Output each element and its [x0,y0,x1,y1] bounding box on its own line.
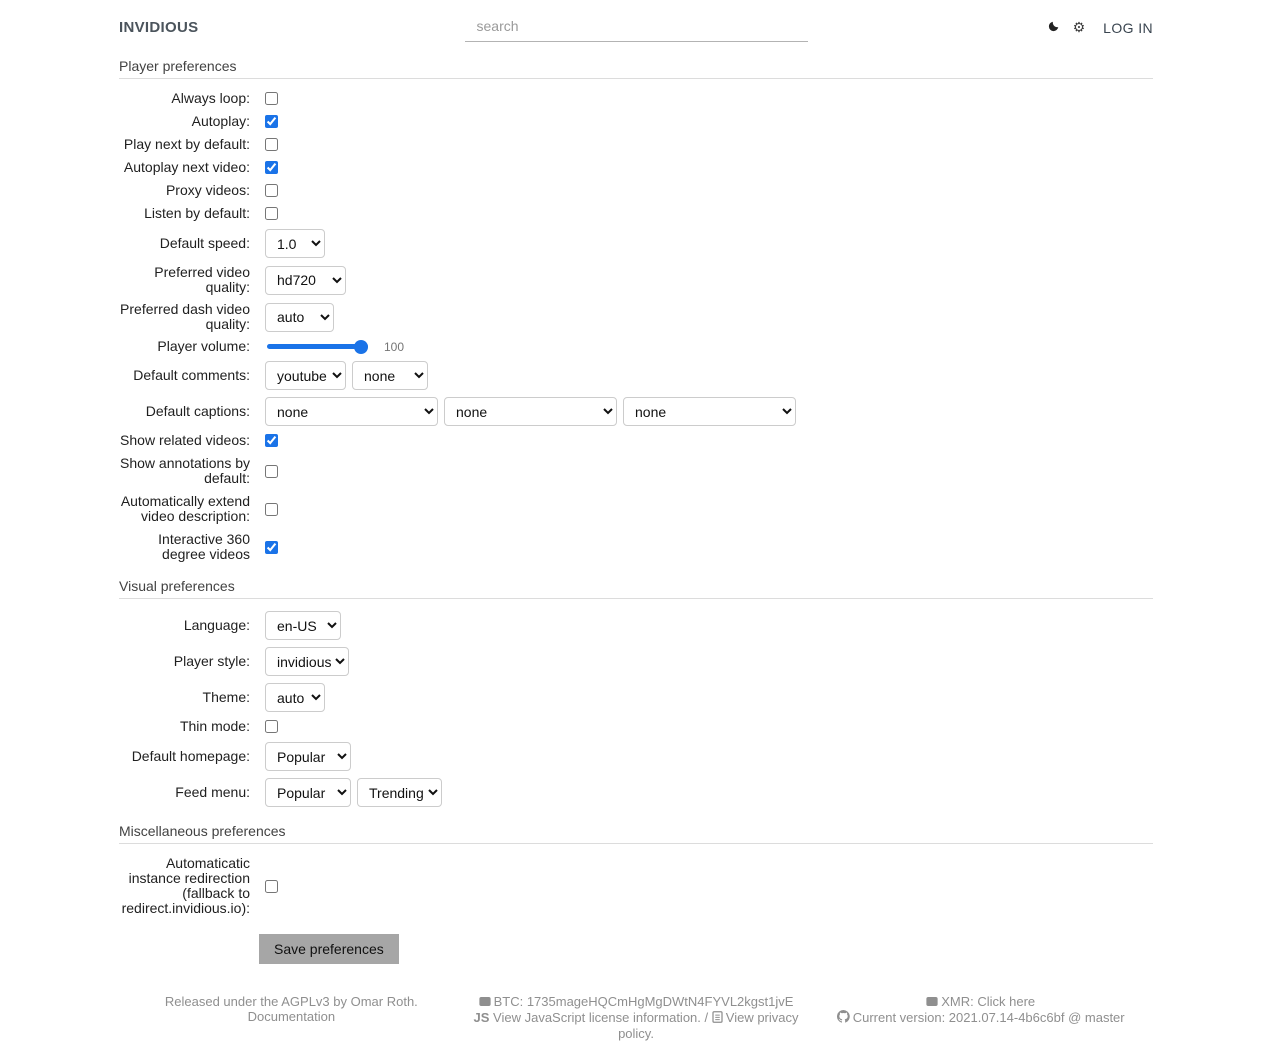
feed-menu-second-select[interactable] [357,778,442,807]
pref-label: Autoplay next video: [123,159,250,175]
pref-row-auto-redirect [119,856,1153,916]
pref-label: Player style: [173,653,250,669]
pref-row-default-captions [119,397,1153,426]
extend-description-checkbox[interactable] [265,503,278,516]
language-select[interactable] [265,611,341,640]
pref-label: Language: [183,617,250,633]
pref-label: Show annotations by default: [120,455,250,486]
pref-label: Autoplay: [191,113,250,129]
pref-row-language [119,611,1153,640]
preferences-form [119,58,1153,964]
preferences-button[interactable] [1073,21,1086,35]
pref-label: Automaticatic instance redirection (fallback to redirect.invidious.io): [121,855,250,916]
js-license-link[interactable]: View JavaScript license information. [493,1010,701,1025]
pref-label: Player volume: [157,338,250,354]
pref-label: Feed menu: [175,784,250,800]
footer-separator: / [704,1010,709,1025]
btc-address: BTC: 1735mageHQCmHgMgDWtN4FYVL2kgst1jvE [493,994,794,1009]
pref-row-listen-default [119,206,1153,221]
pref-row-vr360 [119,532,1153,562]
privacy-doc-icon [712,1011,723,1026]
pref-label: Preferred dash video quality: [120,301,250,332]
pref-label: Default captions: [145,403,250,419]
pref-row-dash-quality [119,302,1153,332]
pref-label: Default speed: [159,235,250,251]
js-icon: JS [473,1010,490,1025]
github-icon [837,1010,850,1026]
login-link[interactable]: LOG IN [1103,19,1153,36]
thin-mode-checkbox[interactable] [265,720,278,733]
section-title-player: Player preferences [119,58,1153,79]
moon-icon [1047,20,1060,36]
pref-row-default-comments [119,361,1153,390]
autoplay-next-checkbox[interactable] [265,161,278,174]
dash-quality-select[interactable] [265,303,334,332]
dark-mode-toggle[interactable] [1047,20,1060,36]
pref-row-annotations [119,456,1153,486]
player-volume-value: 100 [384,339,405,354]
pref-label: Listen by default: [144,205,250,221]
default-captions-second-select[interactable] [444,397,617,426]
pref-label: Default homepage: [131,748,250,764]
pref-label: Show related videos: [120,432,250,448]
vr360-checkbox[interactable] [265,541,278,554]
documentation-link[interactable]: Documentation [247,1009,336,1024]
section-visual-preferences [119,578,1153,807]
pref-row-thin-mode [119,719,1153,734]
xmr-link[interactable]: XMR: Click here [941,994,1036,1009]
pref-row-default-homepage [119,742,1153,771]
proxy-videos-checkbox[interactable] [265,184,278,197]
license-text: Released under the AGPLv3 by Omar Roth. [164,994,418,1009]
privacy-policy-link[interactable]: View privacy policy. [618,1010,799,1041]
default-speed-select[interactable] [265,229,325,258]
pref-row-theme [119,683,1153,712]
default-captions-first-select[interactable] [265,397,438,426]
player-volume-slider[interactable] [267,340,368,354]
annotations-checkbox[interactable] [265,465,278,478]
pref-row-default-speed [119,229,1153,258]
default-comments-first-select[interactable] [265,361,346,390]
pref-label: Thin mode: [179,718,250,734]
save-preferences-button[interactable]: Save preferences [259,934,399,964]
top-right-nav [808,20,1154,36]
autoplay-checkbox[interactable] [265,115,278,128]
pref-row-feed-menu [119,778,1153,807]
pref-row-related-videos [119,433,1153,448]
pref-label: Proxy videos: [165,182,250,198]
gear-icon: ⚙ [1072,19,1086,36]
section-title-misc: Miscellaneous preferences [119,823,1153,844]
pref-row-autoplay [119,114,1153,129]
pref-label: Always loop: [171,90,250,106]
footer-middle-column [464,994,809,1041]
top-bar [0,0,1272,54]
pref-row-extend-description [119,494,1153,524]
default-captions-third-select[interactable] [623,397,796,426]
default-homepage-select[interactable] [265,742,351,771]
feed-menu-first-select[interactable] [265,778,351,807]
pref-row-player-volume [119,339,1153,354]
pref-row-video-quality [119,265,1153,295]
pref-row-autoplay-next [119,160,1153,175]
footer-left-column [119,994,464,1041]
pref-label: Default comments: [133,367,250,383]
video-quality-select[interactable] [265,266,346,295]
search-input[interactable] [465,13,808,42]
brand-logo[interactable]: INVIDIOUS [119,19,199,36]
pref-label: Preferred video quality: [154,264,250,295]
pref-row-proxy-videos [119,183,1153,198]
section-misc-preferences [119,823,1153,916]
pref-label: Theme: [202,689,250,705]
always-loop-checkbox[interactable] [265,92,278,105]
pref-row-play-next [119,137,1153,152]
pref-label: Interactive 360 degree videos [158,531,250,562]
footer-right-column [808,994,1153,1041]
listen-by-default-checkbox[interactable] [265,207,278,220]
theme-select[interactable] [265,683,325,712]
pref-row-always-loop [119,91,1153,106]
pref-label: Play next by default: [123,136,250,152]
related-videos-checkbox[interactable] [265,434,278,447]
section-player-preferences [119,58,1153,562]
auto-redirect-checkbox[interactable] [265,880,278,893]
pref-label: Automatically extend video description: [120,493,250,524]
play-next-checkbox[interactable] [265,138,278,151]
footer [0,994,1272,1059]
player-style-select[interactable] [265,647,349,676]
pref-row-player-style [119,647,1153,676]
version-text: Current version: 2021.07.14-4b6c6bf @ master [852,1010,1125,1025]
section-title-visual: Visual preferences [119,578,1153,599]
default-comments-second-select[interactable] [352,361,428,390]
